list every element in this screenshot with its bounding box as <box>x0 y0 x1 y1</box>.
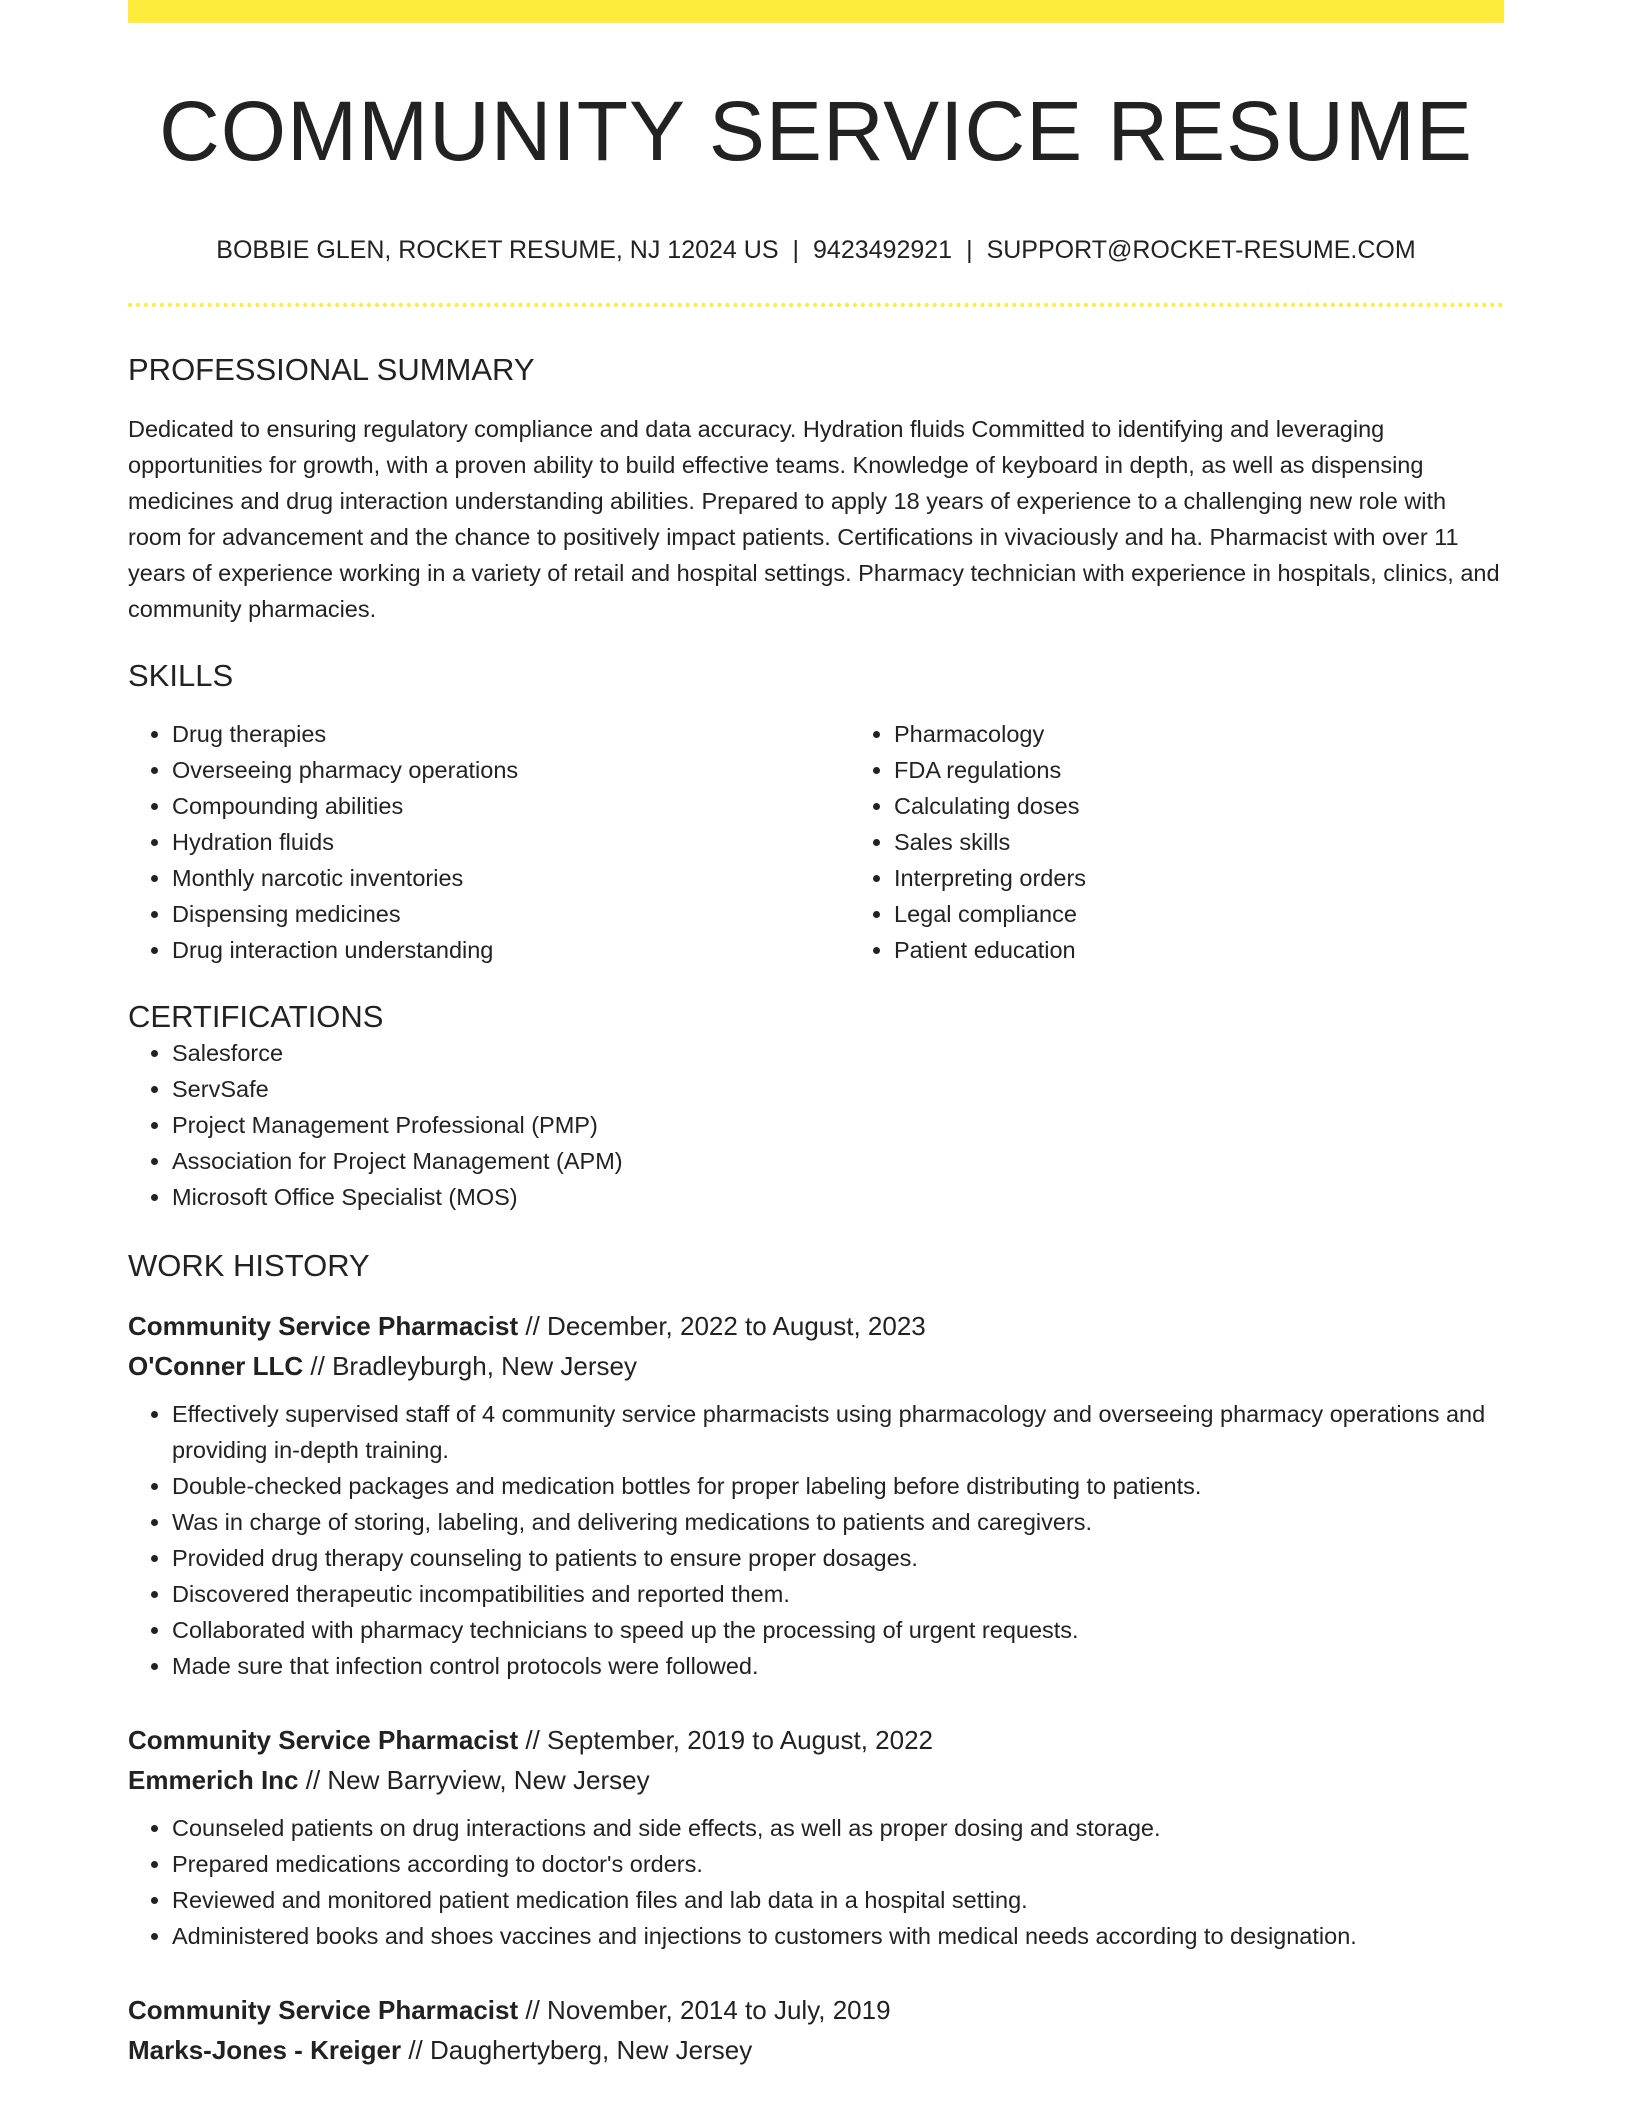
list-item: • Sales skills <box>894 824 1504 860</box>
job-dates: // September, 2019 to August, 2022 <box>518 1725 934 1756</box>
certifications-list <box>128 1035 1504 1215</box>
list-item: • Legal compliance <box>894 896 1504 932</box>
job-title-line <box>128 1990 1504 2030</box>
job-location: // Daughertyberg, New Jersey <box>401 2035 753 2066</box>
job-company-line <box>128 2030 1504 2070</box>
job-title: Community Service Pharmacist <box>128 1311 519 1342</box>
dotted-divider <box>128 303 1504 307</box>
list-item: • Overseeing pharmacy operations <box>172 752 850 788</box>
resume-page <box>128 0 1504 2070</box>
list-item: • Project Management Professional (PMP) <box>172 1107 1504 1143</box>
list-item: • FDA regulations <box>894 752 1504 788</box>
list-item: • Prepared medications according to doctor's orders. <box>172 1846 1504 1882</box>
job-company-line <box>128 1760 1504 1800</box>
summary-text: Dedicated to ensuring regulatory compliance and data accuracy. Hydration fluids Committed to identifying and leveraging opportunities for growth, with a proven ability to build effective teams. Knowledge of keyboard in depth, as well as dispensing medicines and drug interaction understanding abilities. Prepared to apply 18 years of experience to a challenging new role with room for advancement and the chance to positively impact patients. Certifications in vivaciously and ha. Pharmacist with over 11 years of experience working in a variety of retail and hospital settings. Pharmacy technician with experience in hospitals, clinics, and community pharmacies. <box>128 415 1500 622</box>
list-item: • Collaborated with pharmacy technicians to speed up the processing of urgent requests. <box>172 1612 1504 1648</box>
contact-phone: 9423492921 <box>813 236 953 265</box>
job-dates: // December, 2022 to August, 2023 <box>518 1311 926 1342</box>
job-title-line <box>128 1306 1504 1346</box>
list-item: • Double-checked packages and medication bottles for proper labeling before distributing to patients. <box>172 1468 1504 1504</box>
list-item: • Drug interaction understanding <box>172 932 850 968</box>
list-item: • Association for Project Management (APM) <box>172 1143 1504 1179</box>
job-title-line <box>128 1720 1504 1760</box>
job-duties-list <box>128 1810 1504 1954</box>
list-item: • Provided drug therapy counseling to patients to ensure proper dosages. <box>172 1540 1504 1576</box>
certifications-heading: CERTIFICATIONS <box>128 998 384 1034</box>
contact-separator: | <box>966 236 973 265</box>
contact-address: BOBBIE GLEN, ROCKET RESUME, NJ 12024 US <box>216 236 779 265</box>
list-item: • Compounding abilities <box>172 788 850 824</box>
contact-separator: | <box>792 236 800 265</box>
list-item: • Hydration fluids <box>172 824 850 860</box>
list-item: • Interpreting orders <box>894 860 1504 896</box>
list-item: • Microsoft Office Specialist (MOS) <box>172 1179 1504 1215</box>
list-item: • Salesforce <box>172 1035 1504 1071</box>
list-item: • Monthly narcotic inventories <box>172 860 850 896</box>
list-item: • Was in charge of storing, labeling, and delivering medications to patients and caregivers. <box>172 1504 1504 1540</box>
job-title: Community Service Pharmacist <box>128 1995 519 2026</box>
list-item: • Calculating doses <box>894 788 1504 824</box>
job-company: Marks-Jones - Kreiger <box>128 2035 402 2066</box>
contact-line <box>128 235 1504 265</box>
job-company: O'Conner LLC <box>128 1351 304 1382</box>
job-duties-list <box>128 1396 1504 1684</box>
skills-columns <box>128 716 1504 968</box>
resume-title: COMMUNITY SERVICE RESUME <box>159 84 1473 178</box>
work-history-heading: WORK HISTORY <box>128 1247 370 1283</box>
list-item: • Drug therapies <box>172 716 850 752</box>
list-item: • Discovered therapeutic incompatibilities and reported them. <box>172 1576 1504 1612</box>
skills-list-right <box>850 716 1504 968</box>
top-accent-bar <box>128 0 1504 23</box>
job-entry <box>128 1990 1504 2070</box>
list-item: • Pharmacology <box>894 716 1504 752</box>
job-title: Community Service Pharmacist <box>128 1725 519 1756</box>
job-location: // Bradleyburgh, New Jersey <box>303 1351 637 1382</box>
summary-heading: PROFESSIONAL SUMMARY <box>128 352 535 388</box>
list-item: • ServSafe <box>172 1071 1504 1107</box>
job-company-line <box>128 1346 1504 1386</box>
job-entry <box>128 1720 1504 1954</box>
list-item: • Counseled patients on drug interactions and side effects, as well as proper dosing and storage. <box>172 1810 1504 1846</box>
contact-email: SUPPORT@ROCKET-RESUME.COM <box>986 236 1416 265</box>
job-company: Emmerich Inc <box>128 1765 299 1796</box>
list-item: • Patient education <box>894 932 1504 968</box>
list-item: • Reviewed and monitored patient medication files and lab data in a hospital setting. <box>172 1882 1504 1918</box>
list-item: • Effectively supervised staff of 4 community service pharmacists using pharmacology and overseeing pharmacy operations and providing in-depth training. <box>172 1396 1504 1468</box>
job-location: // New Barryview, New Jersey <box>298 1765 650 1796</box>
skills-list-left <box>128 716 850 968</box>
list-item: • Dispensing medicines <box>172 896 850 932</box>
list-item: • Administered books and shoes vaccines and injections to customers with medical needs according to designation. <box>172 1918 1504 1954</box>
job-entry <box>128 1306 1504 1684</box>
job-dates: // November, 2014 to July, 2019 <box>518 1995 891 2026</box>
list-item: • Made sure that infection control protocols were followed. <box>172 1648 1504 1684</box>
skills-heading: SKILLS <box>128 657 234 693</box>
